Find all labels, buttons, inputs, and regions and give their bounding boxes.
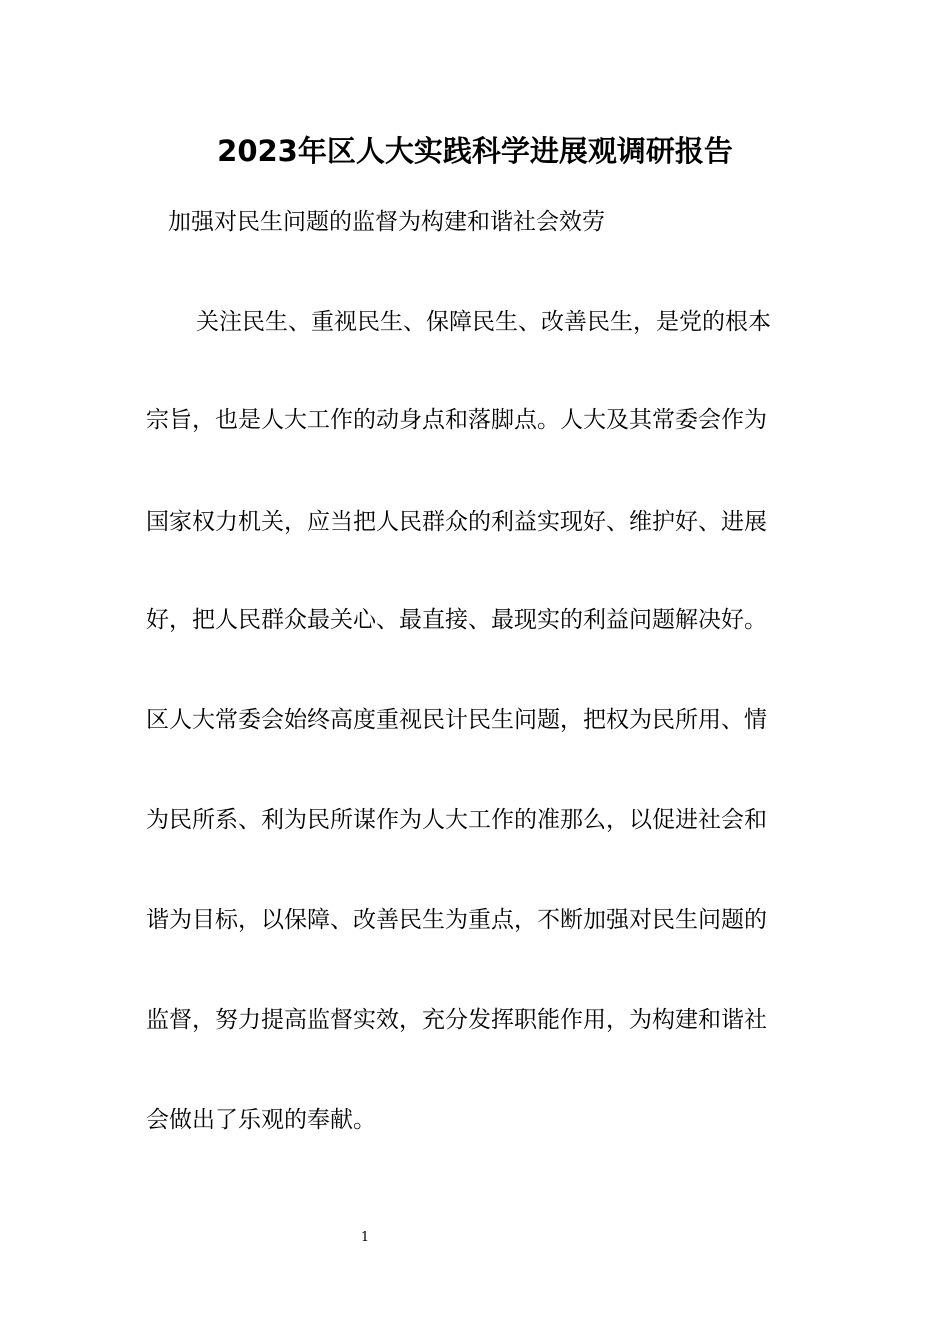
body-line: 宗旨，也是人大工作的动身点和落脚点。人大及其常委会作为 xyxy=(146,407,767,433)
body-line: 为民所系、利为民所谋作为人大工作的准那么，以促进社会和 xyxy=(146,807,767,833)
body-line: 关注民生、重视民生、保障民生、改善民生，是党的根本 xyxy=(196,309,771,335)
body-line: 区人大常委会始终高度重视民计民生问题，把权为民所用、情 xyxy=(146,707,767,733)
body-line: 监督，努力提高监督实效，充分发挥职能作用，为构建和谐社 xyxy=(146,1007,767,1033)
body-line: 会做出了乐观的奉献。 xyxy=(146,1107,376,1133)
body-line: 谐为目标，以保障、改善民生为重点，不断加强对民生问题的 xyxy=(146,907,767,933)
document-title: 2023年区人大实践科学进展观调研报告 xyxy=(217,134,733,168)
page-number: 1 xyxy=(360,1230,370,1245)
body-line: 国家权力机关，应当把人民群众的利益实现好、维护好、进展 xyxy=(146,509,767,535)
body-line: 好，把人民群众最关心、最直接、最现实的利益问题解决好。 xyxy=(146,607,767,633)
document-subtitle: 加强对民生问题的监督为构建和谐社会效劳 xyxy=(168,209,605,235)
